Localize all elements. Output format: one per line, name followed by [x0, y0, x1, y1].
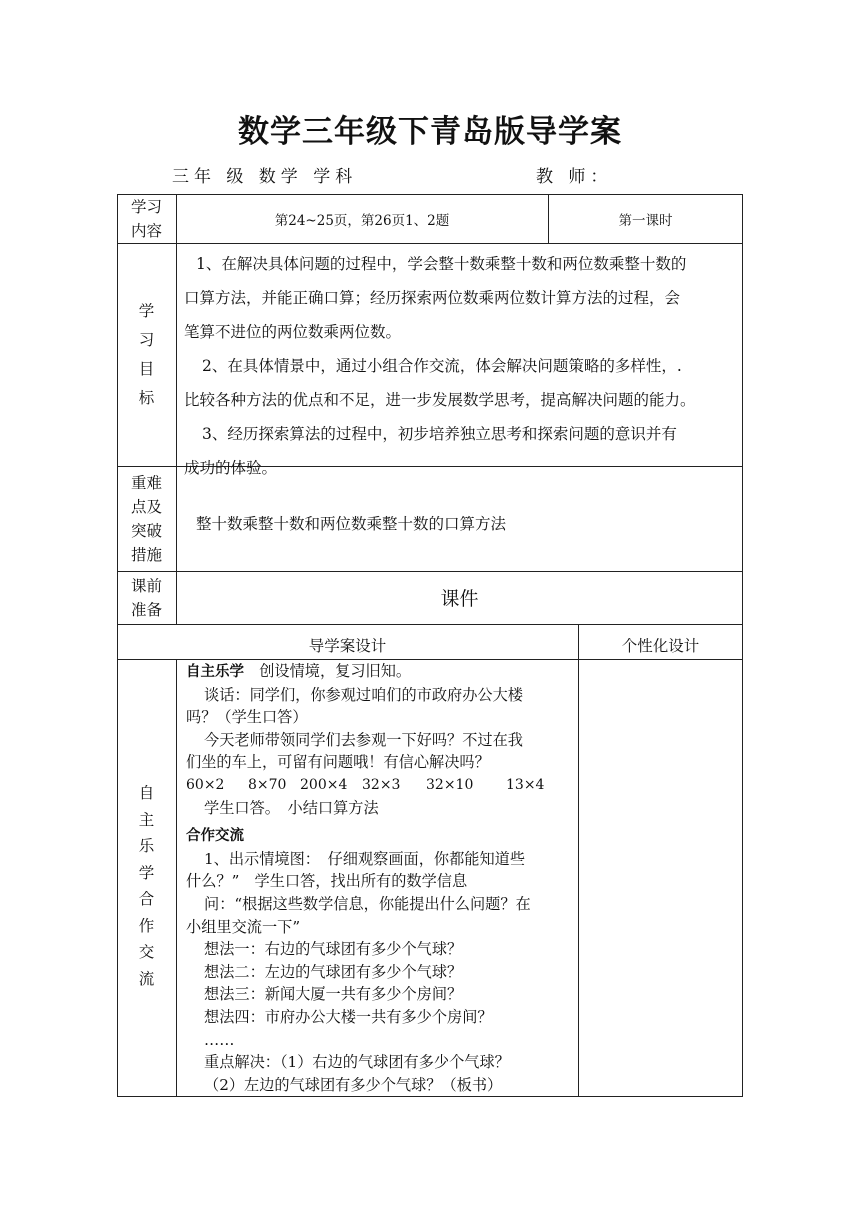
- keypoints-label: 重难点及突破措施: [130, 473, 162, 564]
- teacher-label: 教 师：: [536, 167, 613, 187]
- prep-text: 课件: [440, 588, 479, 610]
- content-label: 学习内容: [130, 197, 162, 240]
- keypoints-text: 整十数乘整十数和两位数乘整十数的口算方法: [196, 515, 507, 533]
- objectives-text: 1、在解决具体问题的过程中，学会整十数乘整十数和两位数乘整十数的 口算方法，并能正确口算；经历探索两位数乘两位数计算方法的过程，会 笔算不进位的两位数乘两位数。 2、在具体情景中，通过小组合作交流，体会解决问题策略的多样性，. 比较各种方法的优点和不足，进一步发展数学思考，提高解决问题的能力。 3、经历探索算法的过程中，初步培养独立思考和探索问题的意识并有 成功的体验。: [184, 255, 696, 477]
- row-divider: [117, 243, 743, 244]
- part1-title: 自主乐学: [186, 664, 244, 680]
- design-header-left: 导学案设计: [308, 636, 387, 655]
- lesson-period: 第一课时: [618, 212, 673, 229]
- exercise-list: 60×2 8×70 200×4 32×3 32×10 13×4: [186, 776, 545, 793]
- objectives-label: 学习目标: [138, 301, 155, 407]
- prep-label: 课前准备: [130, 576, 162, 619]
- row-divider: [117, 624, 743, 625]
- column-divider: [176, 194, 177, 624]
- part2-title: 合作交流: [186, 828, 244, 845]
- design-header-right: 个性化设计: [621, 636, 700, 655]
- guide-content: 自主乐学 创设情境，复习旧知。 谈话：同学们，你参观过咱们的市政府办公大楼 吗？（学生口答） 今天老师带领同学们去参观一下好吗？不过在我 们坐的车上，可留有问题哦！有信心解决吗？ 60×2 8×70 200×4 32×3 32×10 13×4 学生口答。 小结口算方法 合作交流 1、出示情境图： 仔细观察画面，你都能知道些 什么？” 学生口答，找出所有的数学信息 问：“根据这些数学信息，你能提出什么问题？在 小组里交流一下” 想法一：右边的气球团有多少个气球？ 想法二：左边的气球团有多少个气球？ 想法三：新闻大厦一共有多少个房间？ 想法四：市府办公大楼一共有多少个房间？ …… 重点解决：（1）右边的气球团有多少个气球？ （2）左边的气球团有多少个气球？（板书）: [186, 660, 576, 1096]
- document-title: 数学三年级下青岛版导学案: [238, 114, 622, 150]
- grade-subject: 三年 级 数学 学科: [172, 167, 358, 187]
- content-pages: 第24~25页，第26页1、2题: [274, 212, 450, 229]
- section-label: 自主乐学合作交流: [138, 784, 155, 988]
- column-divider: [176, 659, 177, 1097]
- column-divider: [578, 624, 579, 1097]
